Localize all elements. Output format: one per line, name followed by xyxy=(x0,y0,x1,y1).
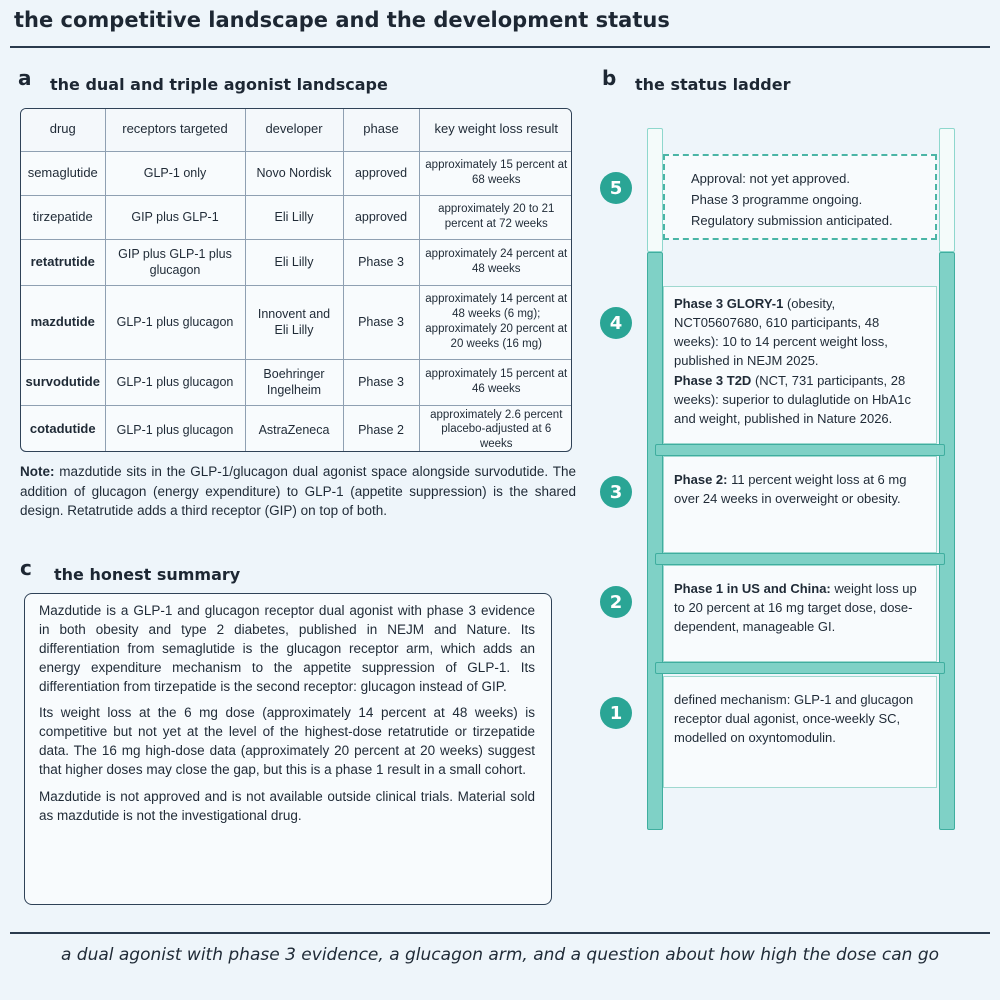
cell-result: approximately 2.6 percent placebo-adjusted at 6 weeks xyxy=(430,408,563,451)
step-4-t2d xyxy=(674,372,926,429)
table-row xyxy=(21,151,572,195)
panel-a-title: the dual and triple agonist landscape xyxy=(50,75,388,94)
step-5-line: Phase 3 programme ongoing. xyxy=(691,191,863,207)
cell-receptors: GLP-1 plus glucagon xyxy=(105,405,245,452)
header-result: key weight loss result xyxy=(419,109,572,151)
step-4-glory-text: (obesity, NCT05607680, 610 participants, 48 weeks): 10 to 14 percent weight loss, published in NEJM 2025. xyxy=(674,296,888,368)
cell-result: approximately 15 percent at 68 weeks xyxy=(419,151,572,195)
summary-paragraph: Mazdutide is not approved and is not available outside clinical trials. Material sold as mazdutide is not the investigational drug. xyxy=(39,789,535,823)
step-1-box xyxy=(663,676,937,788)
cell-drug: tirzepatide xyxy=(21,195,105,239)
panel-c-letter: c xyxy=(20,556,32,580)
cell-drug: retatrutide xyxy=(21,239,105,285)
summary-paragraph: Its weight loss at the 6 mg dose (approximately 14 percent at 48 weeks) is competitive but not yet at the level of the highest-dose retatrutide or tirzepatide data. The 16 mg high-dose data (approximately 20 percent at 20 weeks) suggest that higher doses may close the gap, but this is a phase 1 result in a small cohort. xyxy=(39,705,535,778)
step-number-2: 2 xyxy=(600,586,632,618)
step-number-3: 3 xyxy=(600,476,632,508)
cell-drug: semaglutide xyxy=(21,151,105,195)
step-2-text xyxy=(674,580,926,637)
step-5-box xyxy=(663,154,937,240)
header-developer: developer xyxy=(245,109,343,151)
table-row xyxy=(21,285,572,359)
panel-b-letter: b xyxy=(602,66,617,90)
landscape-table xyxy=(20,108,572,452)
cell-receptors: GLP-1 plus glucagon xyxy=(105,359,245,405)
step-number-5: 5 xyxy=(600,172,632,204)
header-receptors: receptors targeted xyxy=(105,109,245,151)
step-4-glory-label: Phase 3 GLORY-1 xyxy=(674,296,784,311)
bottom-divider xyxy=(10,932,990,934)
table-header-row xyxy=(21,109,572,151)
cell-receptors: GLP-1 plus glucagon xyxy=(105,285,245,359)
cell-result: approximately 20 to 21 percent at 72 weeks xyxy=(419,195,572,239)
header-drug: drug xyxy=(21,109,105,151)
step-4-glory xyxy=(674,295,926,370)
cell-phase: Phase 2 xyxy=(343,405,419,452)
step-4-box xyxy=(663,286,937,444)
table-row xyxy=(21,239,572,285)
cell-receptors: GIP plus GLP-1 plus glucagon xyxy=(105,239,245,285)
summary-paragraph: Mazdutide is a GLP-1 and glucagon receptor dual agonist with phase 3 evidence in both obesity and type 2 diabetes, published in NEJM and Nature. Its differentiation from semaglutide is the glucagon receptor arm, which adds an energy expenditure mechanism to the appetite suppression of GLP-1. Its differentiation from tirzepatide is the second receptor: glucagon instead of GIP. xyxy=(39,603,535,694)
table-row xyxy=(21,359,572,405)
cell-drug: cotadutide xyxy=(21,405,105,452)
cell-drug: mazdutide xyxy=(21,285,105,359)
cell-result: approximately 14 percent at 48 weeks (6 mg); approximately 20 percent at 20 weeks (16 mg) xyxy=(419,285,572,359)
cell-phase: approved xyxy=(343,195,419,239)
ladder-rung xyxy=(655,662,945,674)
step-1-text: defined mechanism: GLP-1 and glucagon receptor dual agonist, once-weekly SC, modelled on oxyntomodulin. xyxy=(674,692,914,745)
cell-developer: Novo Nordisk xyxy=(245,151,343,195)
cell-developer: Eli Lilly xyxy=(245,195,343,239)
step-3-label: Phase 2: xyxy=(674,472,728,487)
ladder-rail-left xyxy=(647,252,663,830)
ladder-rail-top-left xyxy=(647,128,663,252)
cell-phase: Phase 3 xyxy=(343,359,419,405)
cell-phase: Phase 3 xyxy=(343,239,419,285)
step-3-body: 11 percent weight loss at 6 mg over 24 weeks in overweight or obesity. xyxy=(674,472,907,506)
step-4-t2d-label: Phase 3 T2D xyxy=(674,373,752,389)
ladder-rail-top-right xyxy=(939,128,955,252)
table-note xyxy=(20,462,576,521)
ladder-rung xyxy=(655,444,945,456)
note-label: Note: xyxy=(20,464,55,479)
step-5-line: Regulatory submission anticipated. xyxy=(691,212,893,228)
summary-box xyxy=(24,593,552,905)
step-number-1: 1 xyxy=(600,697,632,729)
step-3-box xyxy=(663,456,937,553)
panel-b-title: the status ladder xyxy=(635,75,791,94)
cell-result: approximately 24 percent at 48 weeks xyxy=(419,239,572,285)
step-2-body: weight loss up to 20 percent at 16 mg target dose, dose-dependent, manageable GI. xyxy=(674,581,917,634)
panel-a-letter: a xyxy=(18,66,32,90)
cell-developer: Eli Lilly xyxy=(245,239,343,285)
cell-phase: approved xyxy=(343,151,419,195)
note-text: mazdutide sits in the GLP-1/glucagon dual agonist space alongside survodutide. The addition of glucagon (energy expenditure) to GLP-1 (appetite suppression) is the shared design. Retatrutide adds a third receptor (GIP) on top of both. xyxy=(20,464,576,519)
top-divider xyxy=(10,46,990,48)
ladder-rail-right xyxy=(939,252,955,830)
cell-developer: AstraZeneca xyxy=(245,405,343,452)
step-2-box xyxy=(663,565,937,662)
footer-caption: a dual agonist with phase 3 evidence, a glucagon arm, and a question about how high the dose can go xyxy=(60,945,940,965)
cell-receptors: GIP plus GLP-1 xyxy=(105,195,245,239)
step-4-t2d-text: (NCT, 731 participants, 28 weeks): superior to dulaglutide on HbA1c and weight, published in Nature 2026. xyxy=(674,373,912,427)
table-row xyxy=(21,195,572,239)
cell-receptors: GLP-1 only xyxy=(105,151,245,195)
cell-drug: survodutide xyxy=(21,359,105,405)
page-title: the competitive landscape and the development status xyxy=(14,8,670,32)
cell-result: approximately 15 percent at 46 weeks xyxy=(419,359,572,405)
ladder-rung xyxy=(655,553,945,565)
step-number-4: 4 xyxy=(600,307,632,339)
header-phase: phase xyxy=(343,109,419,151)
cell-developer: Innovent and Eli Lilly xyxy=(245,285,343,359)
cell-phase: Phase 3 xyxy=(343,285,419,359)
step-3-text xyxy=(674,471,926,509)
step-2-label: Phase 1 in US and China: xyxy=(674,581,831,596)
panel-c-title: the honest summary xyxy=(54,565,241,584)
table-row xyxy=(21,405,572,452)
cell-developer: Boehringer Ingelheim xyxy=(245,359,343,405)
step-5-line: Approval: not yet approved. xyxy=(691,171,850,186)
